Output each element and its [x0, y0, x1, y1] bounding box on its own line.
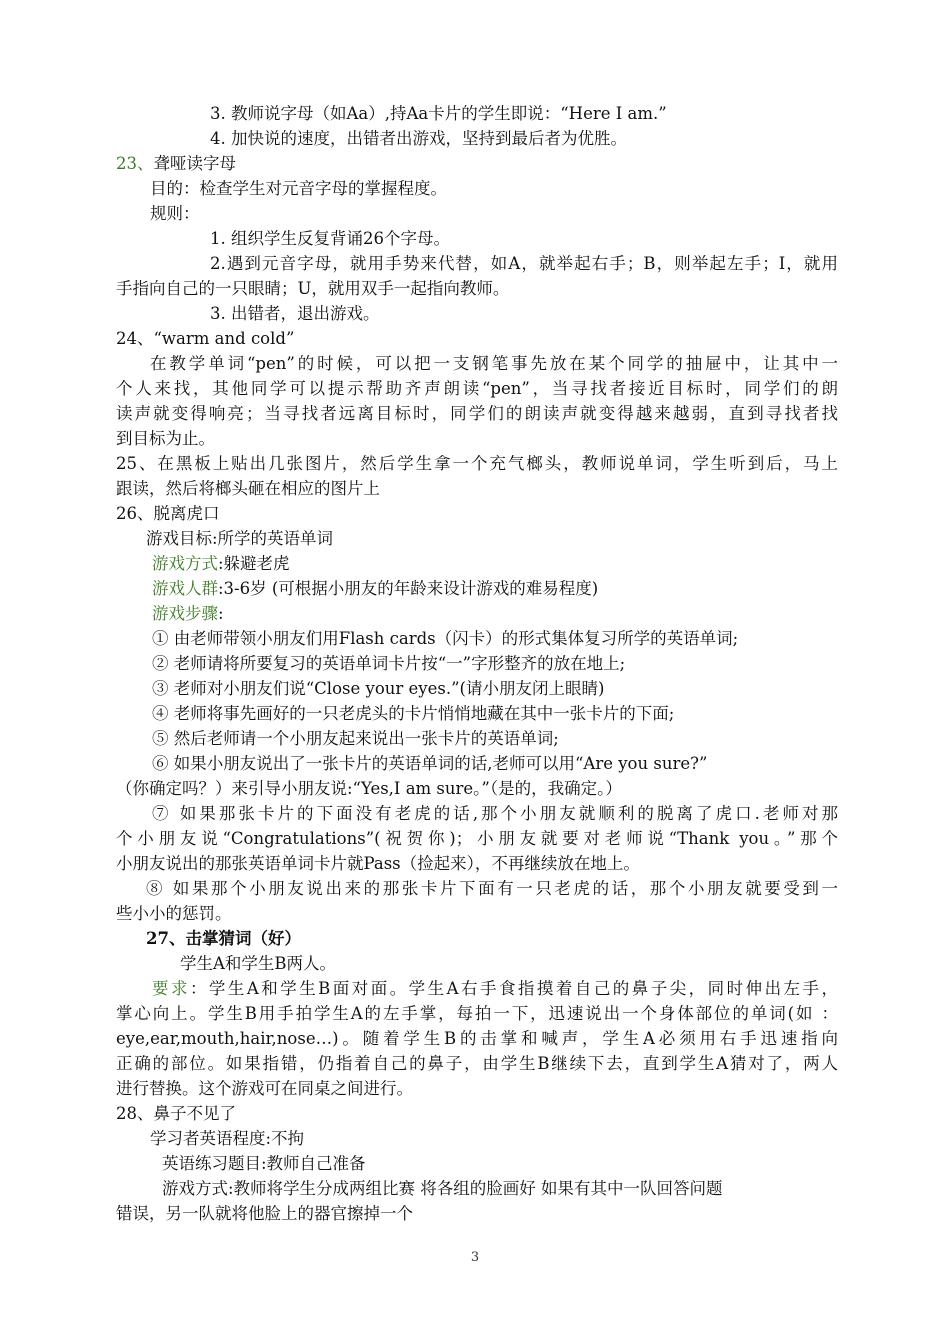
- line-segment: :躲避老虎: [218, 554, 290, 573]
- text-line: 24、“warm and cold”: [116, 329, 295, 348]
- highlighted-label: 23、: [116, 154, 154, 173]
- text-line: [152, 979, 838, 999]
- text-line: ④ 老师将事先画好的一只老虎头的卡片悄悄地藏在其中一张卡片的下面;: [152, 704, 675, 723]
- highlighted-label: 要求: [152, 979, 190, 998]
- text-line: 小朋友说出的那张英语单词卡片就Pass（捡起来），不再继续放在地上。: [116, 854, 640, 873]
- text-line: 个小朋友说“Congratulations”(祝贺你)；小朋友就要对老师说“Thank you。”那个: [116, 829, 838, 848]
- text-line: （你确定吗？）来引导小朋友说:“Yes,I am sure。”（是的，我确定。）: [116, 779, 622, 798]
- text-line: 个人来找，其他同学可以提示帮助齐声朗读“pen”，当寻找者接近目标时，同学们的朗: [116, 379, 838, 398]
- text-line: ③ 老师对小朋友们说“Close your eyes.”(请小朋友闭上眼睛): [152, 679, 605, 698]
- text-line: 25、在黑板上贴出几张图片，然后学生拿一个充气榔头，教师说单词，学生听到后，马上: [116, 454, 838, 473]
- text-line: 26、脱离虎口: [116, 504, 220, 523]
- text-line: ② 老师请将所要复习的英语单词卡片按“一”字形整齐的放在地上;: [152, 654, 626, 673]
- text-line: 28、鼻子不见了: [116, 1104, 236, 1123]
- text-line: 读声就变得响亮；当寻找者远离目标时，同学们的朗读声就变得越来越弱，直到寻找者找: [116, 404, 838, 423]
- text-line: eye,ear,mouth,hair,nose…)。随着学生B的击掌和喊声，学生A必须用右手迅速指向: [116, 1029, 838, 1048]
- text-line: 游戏目标:所学的英语单词: [146, 529, 334, 548]
- text-line: 掌心向上。学生B用手拍学生A的左手掌，每拍一下，迅速说出一个身体部位的单词(如 ：: [116, 1004, 838, 1023]
- highlighted-label: 游戏方式: [152, 554, 218, 573]
- text-line: 目的：检查学生对元音字母的掌握程度。: [150, 179, 447, 198]
- text-line: 3. 出错者，退出游戏。: [210, 304, 380, 323]
- text-line: 到目标为止。: [116, 429, 215, 448]
- highlighted-label: 游戏人群: [152, 579, 218, 598]
- text-line: 学生A和学生B两人。: [180, 954, 337, 973]
- text-line: 2.遇到元音字母，就用手势来代替，如A，就举起右手；B，则举起左手；I，就用: [210, 254, 838, 273]
- line-segment: :: [218, 604, 224, 623]
- line-segment: :3-6岁 (可根据小朋友的年龄来设计游戏的难易程度): [218, 579, 599, 598]
- text-line: 4. 加快说的速度，出错者出游戏，坚持到最后者为优胜。: [210, 129, 627, 148]
- text-line: 些小小的惩罚。: [116, 904, 232, 923]
- text-line: [152, 554, 838, 574]
- text-line: ⑤ 然后老师请一个小朋友起来说出一张卡片的英语单词;: [152, 729, 559, 748]
- text-line: 英语练习题目:教师自己准备: [162, 1154, 366, 1173]
- text-line: 进行替换。这个游戏可在同桌之间进行。: [116, 1079, 413, 1098]
- text-line: 27、击掌猜词（好）: [146, 929, 301, 948]
- text-line: 跟读，然后将榔头砸在相应的图片上: [116, 479, 380, 498]
- text-line: 规则：: [150, 204, 200, 223]
- line-segment: ：学生A和学生B面对面。学生A右手食指摸着自己的鼻子尖，同时伸出左手，: [189, 979, 838, 998]
- text-line: ⑦ 如果那张卡片的下面没有老虎的话,那个小朋友就顺利的脱离了虎口.老师对那: [152, 804, 838, 823]
- text-line: 错误，另一队就将他脸上的器官擦掉一个: [116, 1204, 413, 1223]
- text-line: ① 由老师带领小朋友们用Flash cards（闪卡）的形式集体复习所学的英语单词;: [152, 629, 739, 648]
- text-line: 正确的部位。如果指错，仍指着自己的鼻子，由学生B继续下去，直到学生A猜对了，两人: [116, 1054, 838, 1073]
- text-line: [116, 154, 838, 174]
- text-line: 在教学单词“pen”的时候，可以把一支钢笔事先放在某个同学的抽屉中，让其中一: [150, 354, 838, 373]
- text-line: [152, 604, 838, 624]
- text-line: 1. 组织学生反复背诵26个字母。: [210, 229, 450, 248]
- highlighted-label: 游戏步骤: [152, 604, 218, 623]
- text-line: 手指向自己的一只眼睛；U，就用双手一起指向教师。: [116, 279, 510, 298]
- line-segment: 聋哑读字母: [153, 154, 236, 173]
- text-line: 学习者英语程度:不拘: [150, 1129, 305, 1148]
- page-number: 3: [470, 1250, 480, 1265]
- text-line: ⑧ 如果那个小朋友说出来的那张卡片下面有一只老虎的话，那个小朋友就要受到一: [146, 879, 838, 898]
- text-line: 3. 教师说字母（如Aa）,持Aa卡片的学生即说：“Here I am.”: [210, 104, 667, 123]
- text-line: ⑥ 如果小朋友说出了一张卡片的英语单词的话,老师可以用“Are you sure?”: [152, 754, 708, 773]
- text-line: 游戏方式:教师将学生分成两组比赛 将各组的脸画好 如果有其中一队回答问题: [162, 1179, 723, 1198]
- text-line: [152, 579, 838, 599]
